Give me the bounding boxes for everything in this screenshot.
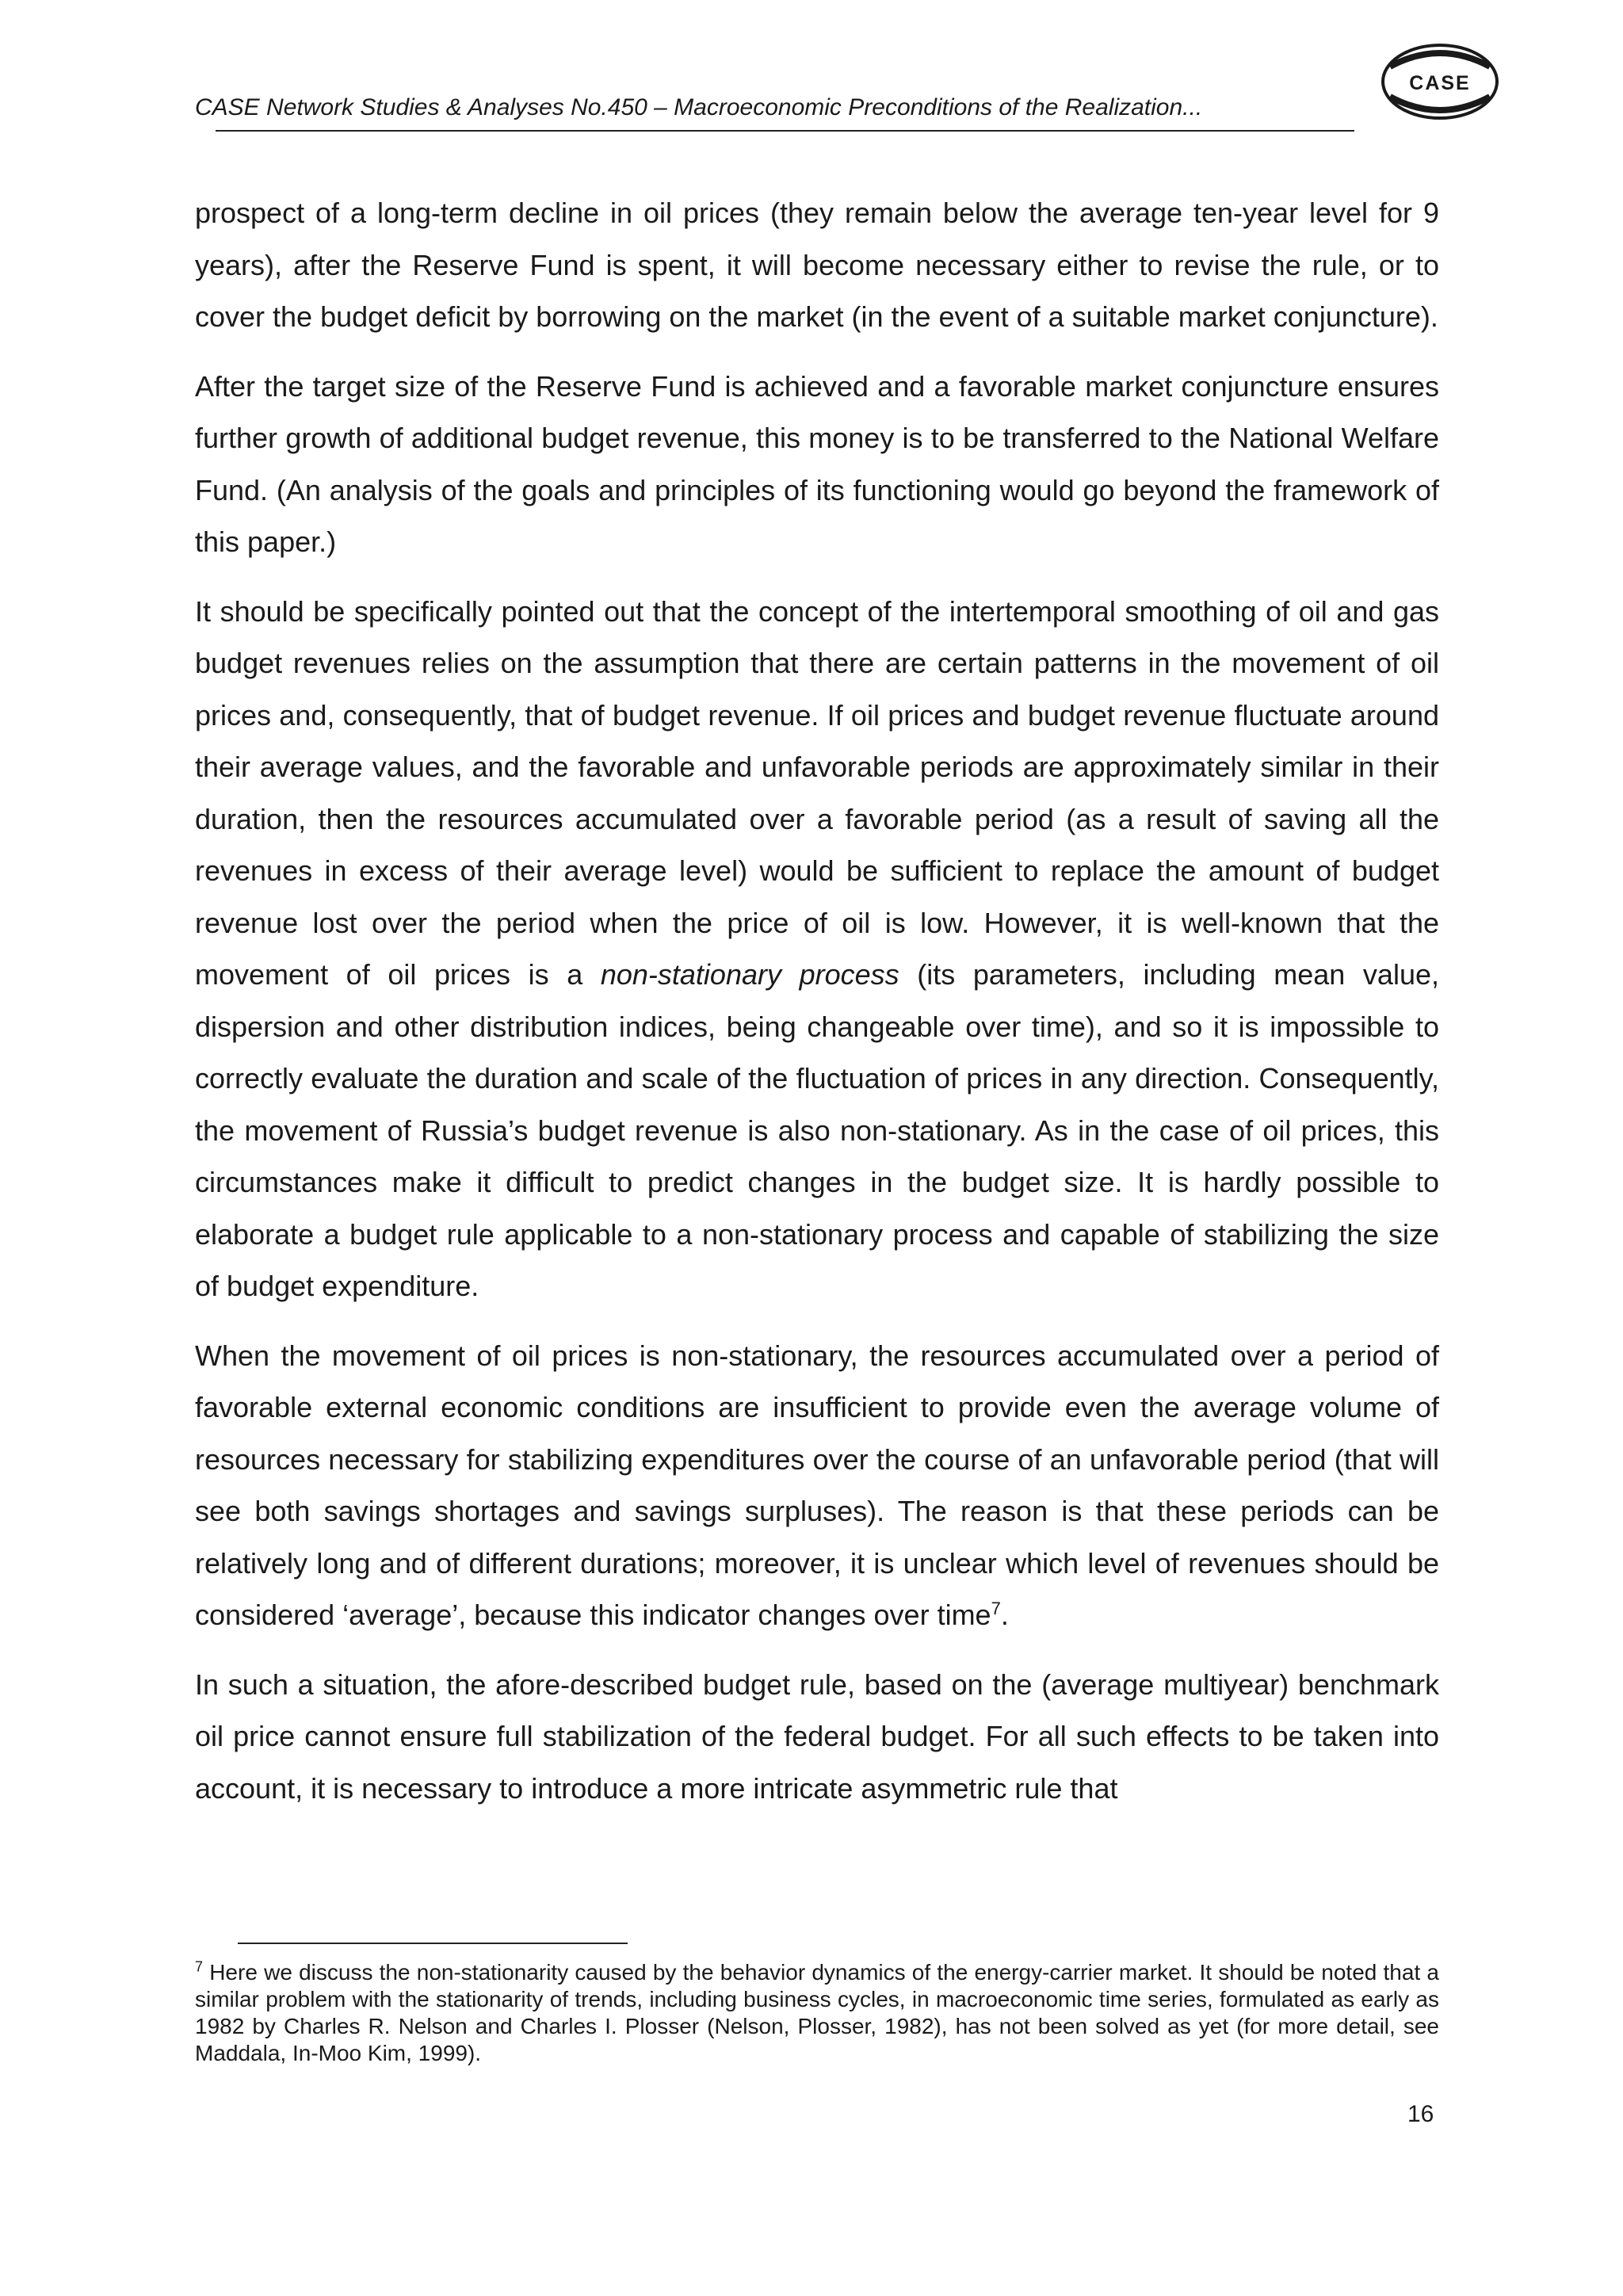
footnote-text: Here we discuss the non-stationarity caused by the behavior dynamics of the energy-carrier market. It should be noted that a similar problem with the stationarity of trends, including business cycles, in macroeconomic time series, formulated as early as 1982 by Charles R. Nelson and Charles I. Plosser (Nelson, Plosser, 1982), has not been solved as yet (for more detail, see Maddala, In-Moo Kim, 1999). bbox=[195, 1960, 1439, 2065]
running-header bbox=[195, 94, 1356, 132]
running-title: CASE Network Studies & Analyses No.450 – Macroeconomic Preconditions of the Realization... bbox=[195, 94, 1203, 120]
paragraph-1: prospect of a long-term decline in oil prices (they remain below the average ten-year level for 9 years), after the Reserve Fund is spent, it will become necessary either to revise the rule, or to cover the budget deficit by borrowing on the market (in the event of a suitable market conjuncture). bbox=[195, 197, 1439, 333]
paragraph-3-end: (its parameters, including mean value, dispersion and other distribution indices, being changeable over time), and so it is impossible to correctly evaluate the duration and scale of the fluctuation of prices in any direction. Consequently, the movement of Russia’s budget revenue is also non-stationary. As in the case of oil prices, this circumstances make it difficult to predict changes in the budget size. It is hardly possible to elaborate a budget rule applicable to a non-stationary process and capable of stabilizing the size of budget expenditure. bbox=[195, 958, 1439, 1302]
case-logo-graphic bbox=[1381, 43, 1499, 120]
paragraph-3 bbox=[195, 586, 1439, 1312]
paragraph-3-start: It should be specifically pointed out that the concept of the intertemporal smoothing of oil and gas budget revenues relies on the assumption that there are certain patterns in the movement of oil prices and, consequently, that of budget revenue. If oil prices and budget revenue fluctuate around their average values, and the favorable and unfavorable periods are approximately similar in their duration, then the resources accumulated over a favorable period (as a result of saving all the revenues in excess of their average level) would be sufficient to replace the amount of budget revenue lost over the period when the price of oil is low. However, it is well-known that the movement of oil prices is a bbox=[195, 594, 1439, 991]
page-number: 16 bbox=[1407, 2101, 1434, 2127]
paragraph-2: After the target size of the Reserve Fund is achieved and a favorable market conjuncture ensures further growth of additional budget revenue, this money is to be transferred to the National Welfare Fund. (An analysis of the goals and principles of its functioning would go beyond the framework of this paper.) bbox=[195, 369, 1439, 558]
footnote bbox=[195, 1959, 1439, 2067]
paragraph-4-text: When the movement of oil prices is non-stationary, the resources accumulated over a period of favorable external economic conditions are insufficient to provide even the average volume of resources necessary for stabilizing expenditures over the course of an unfavorable period (that will see both savings shortages and savings surpluses). The reason is that these periods can be relatively long and of different durations; moreover, it is unclear which level of revenues should be considered ‘average’, because this indicator changes over time bbox=[195, 1339, 1439, 1631]
footnote-separator bbox=[238, 1943, 628, 1944]
case-logo-text: CASE bbox=[1409, 72, 1471, 94]
paragraph-4-period: . bbox=[1000, 1599, 1009, 1631]
footnote-reference[interactable]: 7 bbox=[991, 1599, 1001, 1618]
paragraph-5: In such a situation, the afore-described budget rule, based on the (average multiyear) benchmark oil price cannot ensure full stabilization of the federal budget. For all such effects to be taken into account, it is necessary to introduce a more intricate asymmetric rule that bbox=[195, 1668, 1439, 1805]
header-rule bbox=[216, 130, 1354, 132]
footnote-number: 7 bbox=[195, 1958, 204, 1975]
body-text bbox=[195, 187, 1439, 1832]
paragraph-3-emphasis: non-stationary process bbox=[600, 958, 899, 991]
paragraph-4 bbox=[195, 1330, 1439, 1641]
case-logo bbox=[1381, 43, 1499, 120]
